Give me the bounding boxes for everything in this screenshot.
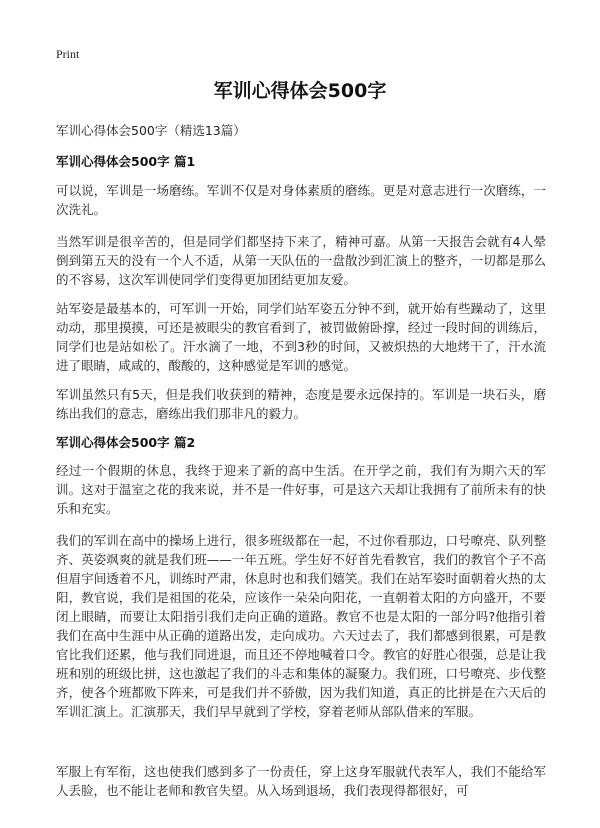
paragraph: 当然军训是很辛苦的，但是同学们都坚持下来了，精神可嘉。从第一天报告会就有4人晕倒到第五天的没有一个人不适，从第一天队伍的一盘散沙到汇演上的整齐，一切都是那么的不容易，这次军训使同学们变得更加团结更加友爱。	[56, 234, 546, 287]
paragraph: 军服上有军衔，这也使我们感到多了一份责任，穿上这身军服就代表军人，我们不能给军人丢脸，也不能让老师和教官失望。从入场到退场，我们表现得都很好，可	[56, 764, 546, 798]
paragraph: 经过一个假期的休息，我终于迎来了新的高中生活。在开学之前，我们有为期六天的军训。这对于温室之花的我来说，并不是一件好事，可是这六天却让我拥有了前所未有的快乐和充实。	[56, 463, 546, 516]
page-title: 军训心得体会500字	[213, 80, 387, 102]
paragraph: 站军姿是最基本的，可军训一开始，同学们站军姿五分钟不到，就开始有些躁动了，这里动动，那里摸摸，可还是被眼尖的教官看到了，被罚做俯卧撑，经过一段时间的训练后，同学们也是站如松了。汗水滴了一地，不到3秒的时间，又被炽热的大地烤干了，汗水流进了眼睛，咸咸的，酸酸的，这种感觉是军训的感觉。	[56, 301, 546, 373]
paragraph: 可以说，军训是一场磨练。军训不仅是对身体素质的磨练。更是对意志进行一次磨练，一次洗礼。	[56, 183, 546, 217]
section-heading-1: 军训心得体会500字 篇1	[56, 154, 196, 169]
document-subtitle: 军训心得体会500字（精选13篇）	[56, 123, 246, 138]
print-link[interactable]: Print	[56, 47, 80, 61]
paragraph: 我们的军训在高中的操场上进行，很多班级都在一起，不过你看那边，口号嘹亮、队列整齐、英姿飒爽的就是我们班——一年五班。学生好不好首先看教官，我们的教官个子不高但眉宇间透着不凡，训练时严肃，休息时也和我们嬉笑。我们在站军姿时面朝着火热的太阳，教官说，我们是祖国的花朵，应该作一朵朵向阳花，一直朝着太阳的方向盛开，不要闭上眼睛，而要让太阳指引我们走向正确的道路。教官不也是太阳的一部分吗?他指引着我们在高中生涯中从正确的道路出发，走向成功。六天过去了，我们都感到很累，可是教官比我们还累，他与我们同进退，而且还不停地喊着口令。教官的好胜心很强，总是让我班和别的班级比拼，这也激起了我们的斗志和集体的凝聚力。我们班，口号嘹亮、步伐整齐，使各个班都败下阵来，可是我们并不骄傲，因为我们知道，真正的比拼是在六天后的军训汇演上。汇演那天，我们早早就到了学校，穿着老师从部队借来的军服。	[56, 533, 546, 719]
section-heading-2: 军训心得体会500字 篇2	[56, 435, 196, 450]
paragraph: 军训虽然只有5天，但是我们收获到的精神，态度是要永远保持的。军训是一块石头，磨练出我们的意志，磨练出我们那非凡的毅力。	[56, 387, 546, 421]
